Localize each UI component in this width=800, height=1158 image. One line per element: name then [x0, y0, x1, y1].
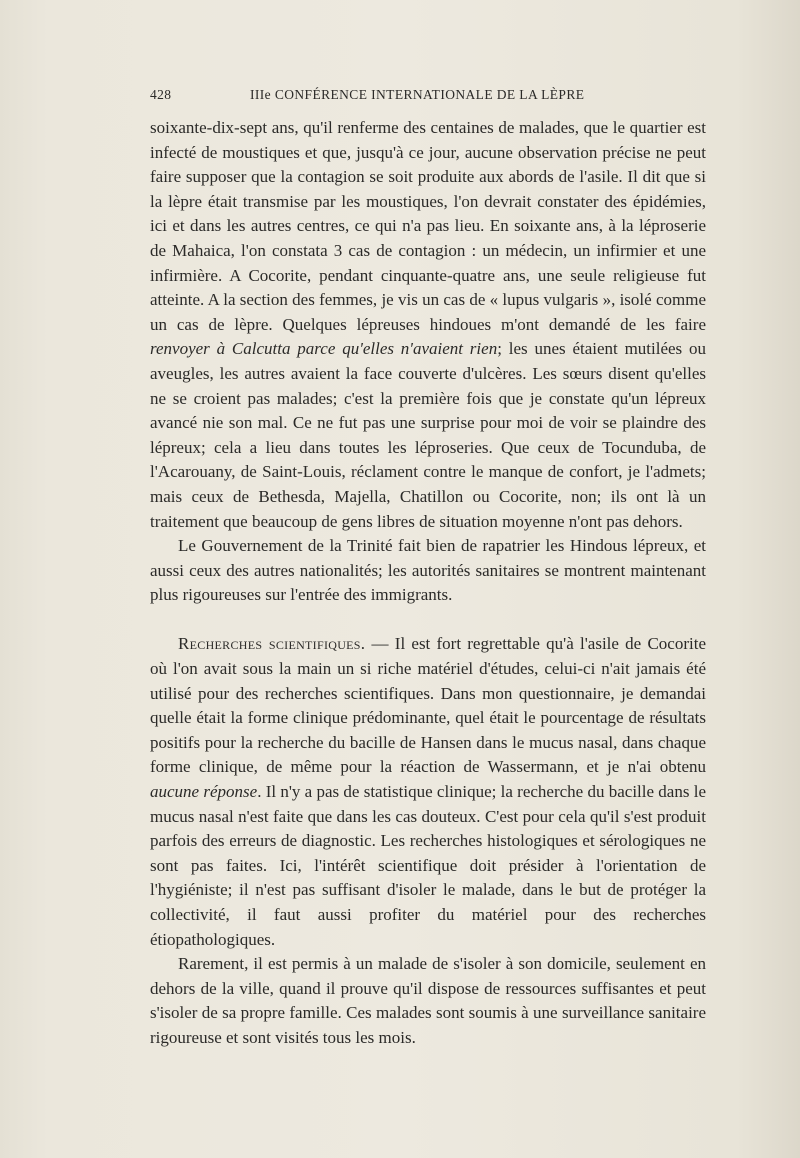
section-heading: Recherches scientifiques.: [178, 634, 366, 654]
paragraph-1-text-b: ; les unes étaient mutilées ou aveugles, les autres avaient la face couverte d'ulcères. Les sœurs disent qu'elles ne se croient pas malades; c'est la première fois que je constate qu'un lépreux avancé nie son mal. Ce ne fut pas une surprise pour moi de voir se plaindre des lépreux; cela a lieu dans toutes les léproseries. Que ceux de Tocunduba, de l'Acarouany, de Saint-Louis, réclament contre le manque de confort, je l'admets; mais ceux de Bethesda, Majella, Chatillon ou Cocorite, non; ils ont là un traitement que beaucoup de gens libres de situation moyenne n'ont pas dehors.: [150, 339, 706, 531]
paragraph-4: Rarement, il est permis à un malade de s'isoler à son domicile, seulement en dehors de la ville, quand il prouve qu'il dispose de ressources suffisantes et peut s'isoler de sa propre famille. Ces malades sont soumis à une surveillance sanitaire rigoureuse et sont visités tous les mois.: [150, 954, 706, 1047]
paragraph-1-italic: renvoyer à Calcutta parce qu'elles n'avaient rien: [150, 339, 498, 359]
page-header: [150, 87, 706, 107]
paragraph-3: [150, 632, 706, 952]
paragraph-3-italic: aucune réponse: [150, 782, 258, 802]
running-title: IIIe CONFÉRENCE INTERNATIONALE DE LA LÈPRE: [250, 87, 585, 102]
page-number: 428: [150, 87, 172, 102]
paragraph-2: Le Gouvernement de la Trinité fait bien de rapatrier les Hindous lépreux, et aussi ceux des autres nationalités; les autorités sanitaires se montrent maintenant plus rigoureuses sur l'entrée des immigrants.: [150, 536, 706, 605]
paragraph-1-text-a: soixante-dix-sept ans, qu'il renferme des centaines de malades, que le quartier est infecté de moustiques et que, jusqu'à ce jour, aucune observation précise ne peut faire supposer que la contagion se soit produite aux abords de l'asile. Il dit que si la lèpre était transmise par les moustiques, l'on devrait constater des épidémies, ici et dans les autres centres, ce qui n'a pas lieu. En soixante ans, à la léproserie de Mahaica, l'on constata 3 cas de contagion : un médecin, un infirmier et une infirmière. A Cocorite, pendant cinquante-quatre ans, une seule religieuse fut atteinte. A la section des femmes, je vis un cas de « lupus vulgaris », isolé comme un cas de lèpre. Quelques lépreuses hindoues m'ont demandé de les faire: [150, 118, 706, 334]
paragraph-3-text-a: — Il est fort regrettable qu'à l'asile de Cocorite où l'on avait sous la main un si riche matériel d'études, celui-ci n'ait jamais été utilisé pour des recherches scientifiques. Dans mon questionnaire, je demandai quelle était la forme clinique prédominante, quel était le pourcentage de résultats positifs pour la recherche du bacille de Hansen dans le mucus nasal, dans chaque forme clinique, de même pour la réaction de Wassermann, et je n'ai obtenu: [150, 634, 706, 777]
paragraph-1: [150, 116, 706, 534]
paragraph-3-text-b: . Il n'y a pas de statistique clinique; la recherche du bacille dans le mucus nasal n'est faite que dans les cas douteux. C'est pour cela qu'il s'est produit parfois des erreurs de diagnostic. Les recherches histologiques et sérologiques ne sont pas faites. Ici, l'intérêt scientifique doit présider à l'orientation de l'hygiéniste; il n'est pas suffisant d'isoler le malade, dans le but de protéger la collectivité, il faut aussi profiter du matériel pour des recherches étiopathologiques.: [150, 782, 706, 949]
body-text: [150, 116, 706, 1051]
